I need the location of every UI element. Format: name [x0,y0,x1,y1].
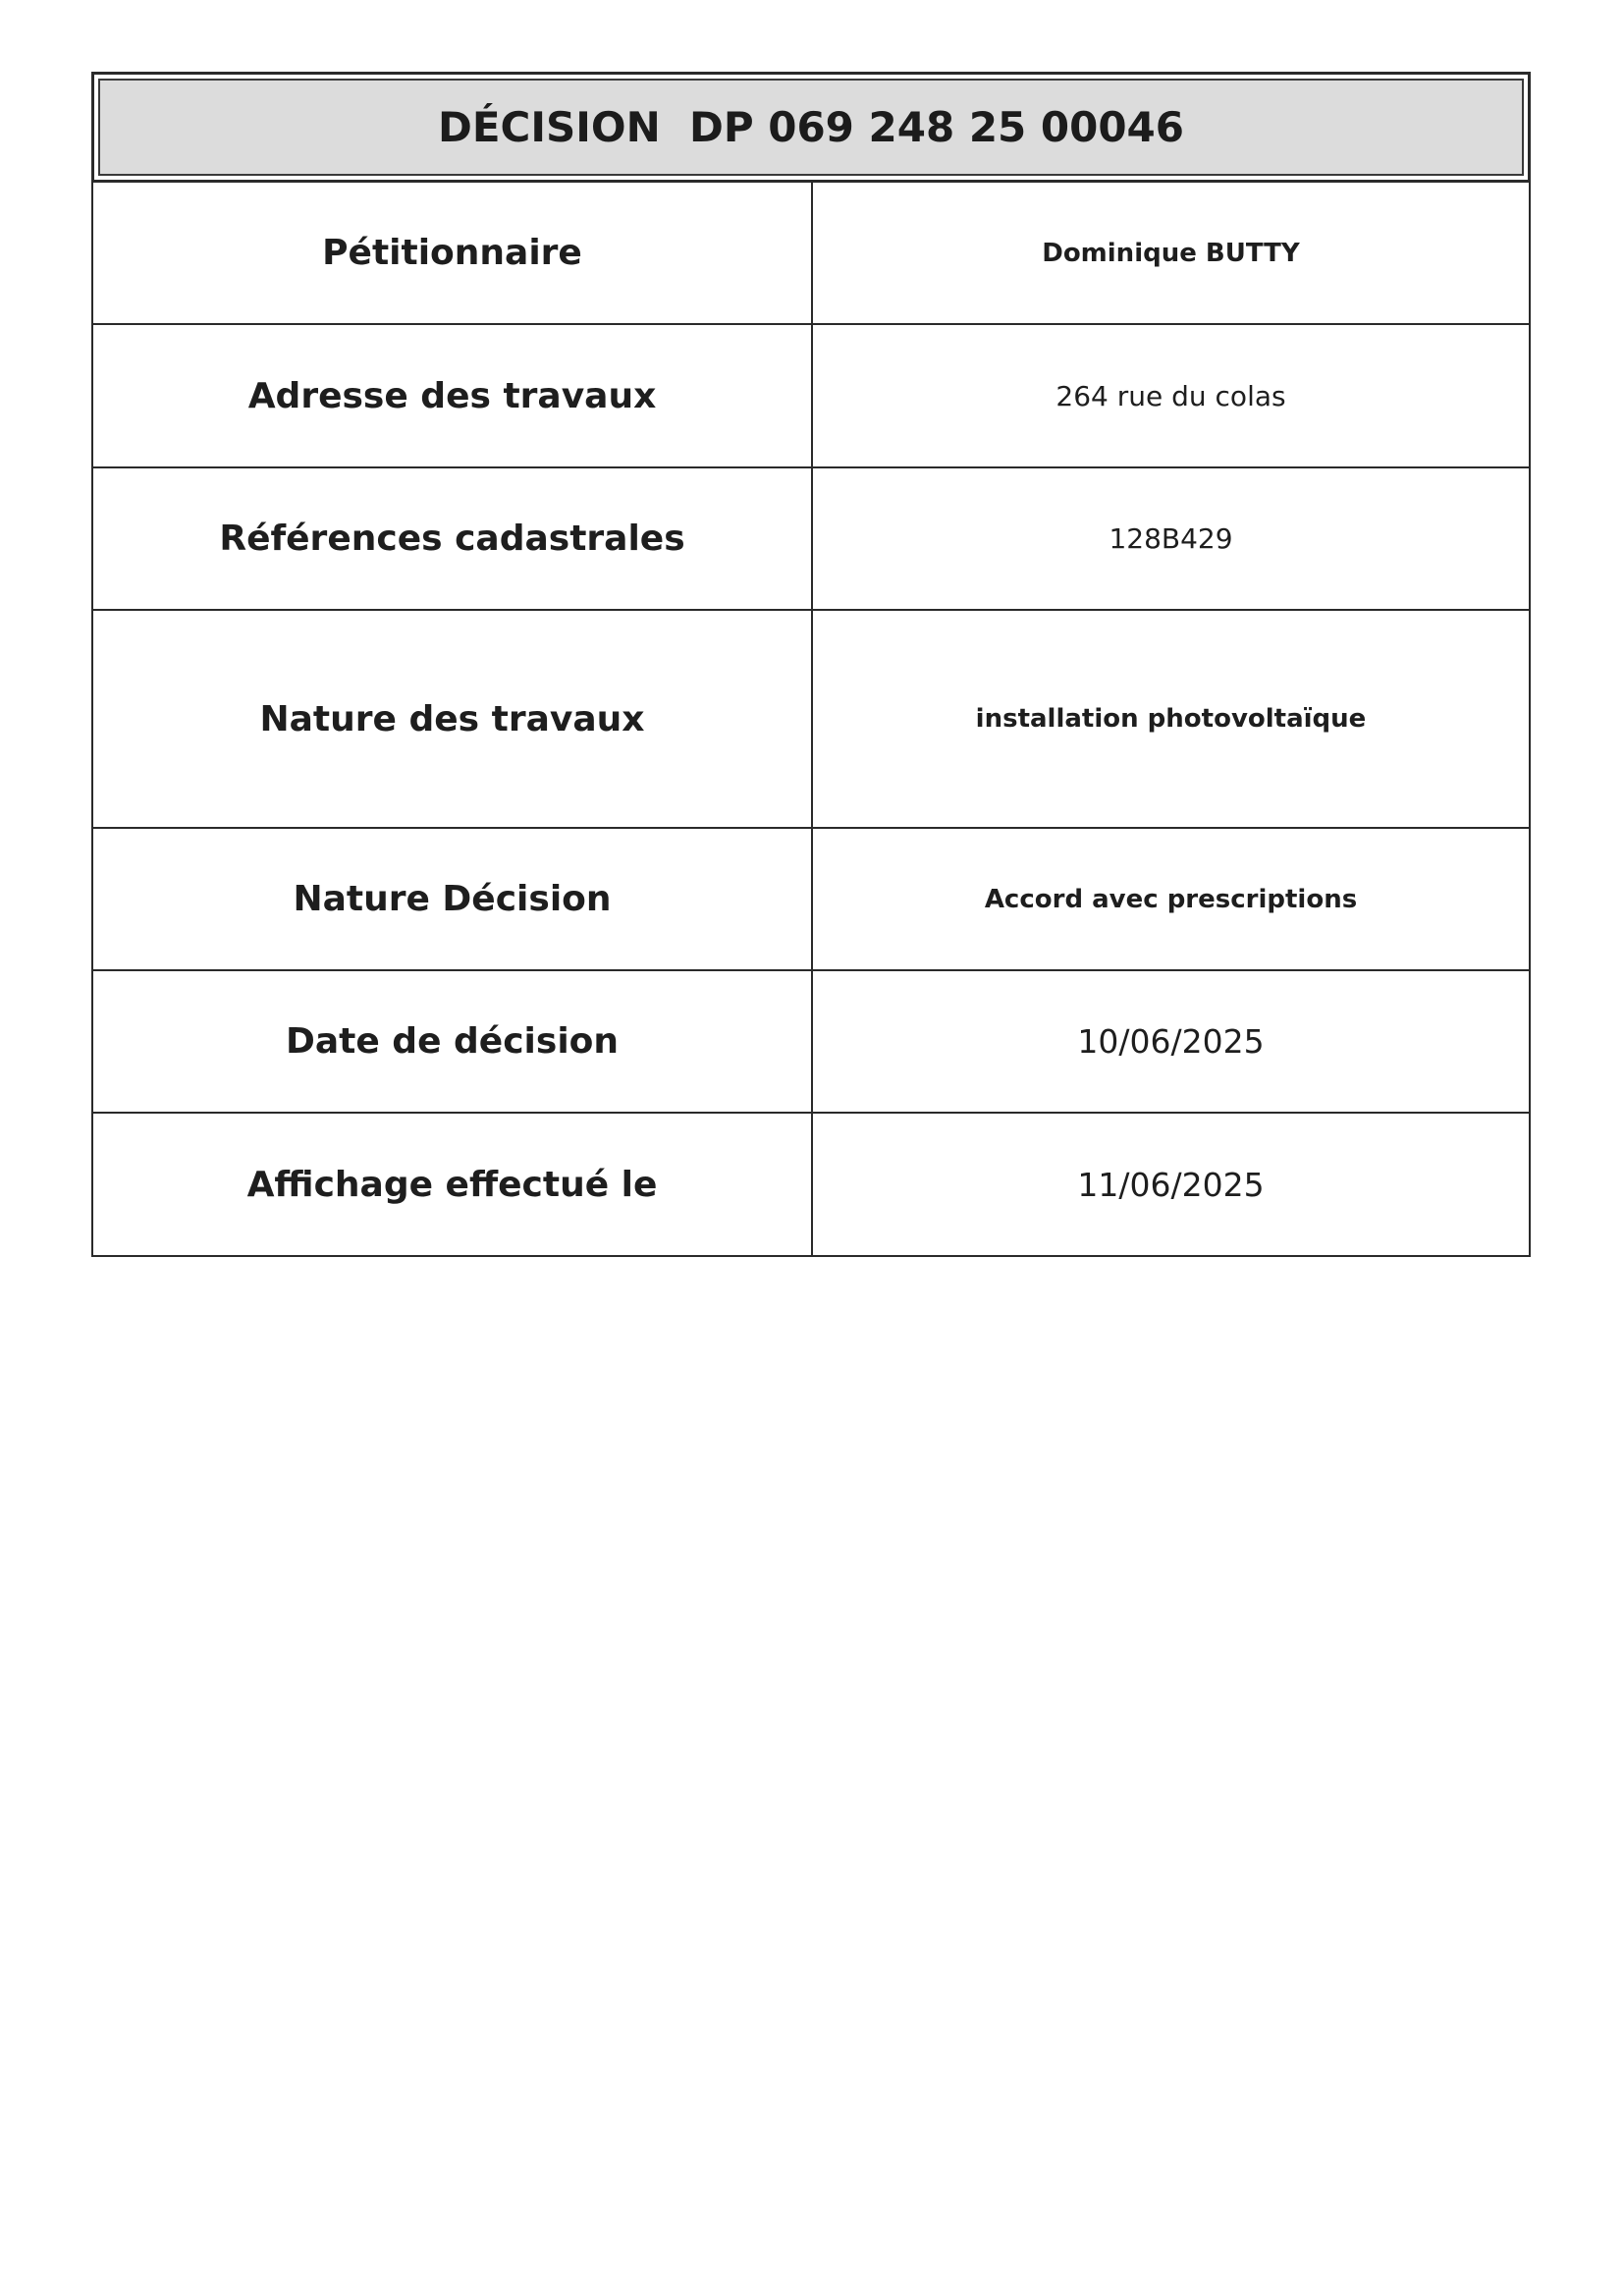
table-row-affichage [92,1113,1530,1256]
row-value: installation photovoltaïque [812,610,1530,828]
row-label: Pétitionnaire [92,182,812,324]
row-value: 128B429 [812,467,1530,610]
decision-sheet [91,72,1531,1257]
decision-title: DÉCISION DP 069 248 25 00046 [437,103,1185,151]
title-banner [98,79,1524,176]
row-label: Références cadastrales [92,467,812,610]
row-label: Nature des travaux [92,610,812,828]
row-value: 264 rue du colas [812,324,1530,467]
table-row-petitionnaire [92,182,1530,324]
row-label: Nature Décision [92,828,812,970]
table-row-adresse [92,324,1530,467]
row-label: Adresse des travaux [92,324,812,467]
row-label: Date de décision [92,970,812,1113]
table-row-references [92,467,1530,610]
table-row-nature-decision [92,828,1530,970]
row-label: Affichage effectué le [92,1113,812,1256]
row-value: 10/06/2025 [812,970,1530,1113]
row-value: Dominique BUTTY [812,182,1530,324]
row-value: 11/06/2025 [812,1113,1530,1256]
title-box [91,72,1531,183]
decision-table [91,181,1531,1257]
table-row-nature-travaux [92,610,1530,828]
table-row-date-decision [92,970,1530,1113]
row-value: Accord avec prescriptions [812,828,1530,970]
